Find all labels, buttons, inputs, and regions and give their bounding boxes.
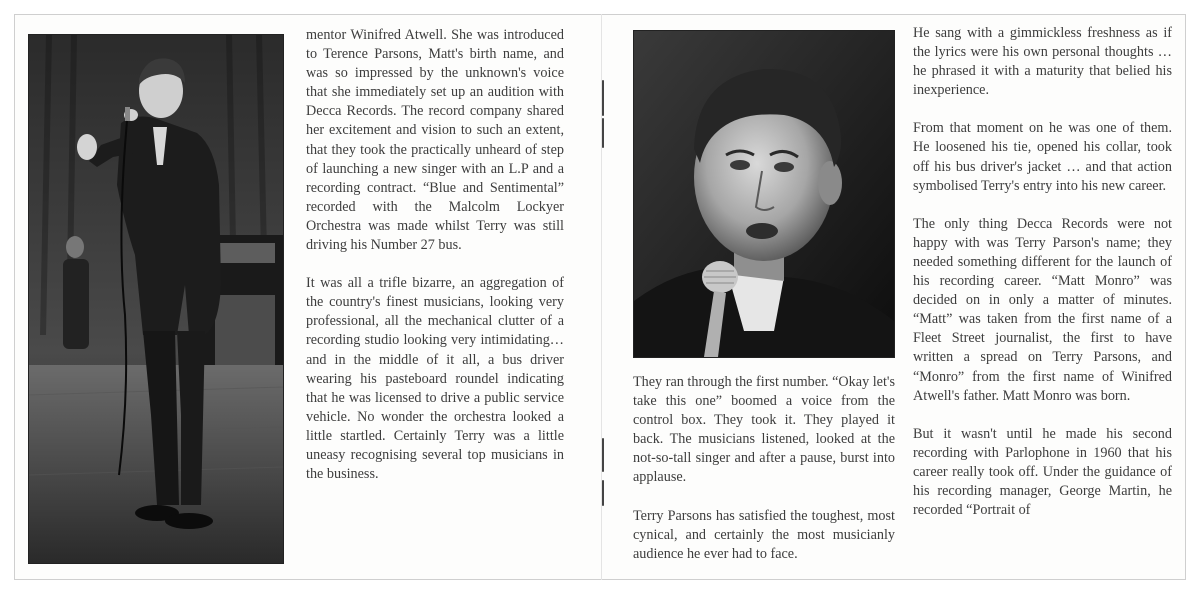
right-paragraph-3: The only thing Decca Records were not happy with was Terry Parson's name; they needed something different for the launch of his recording career. “Matt Monro” was decided on in only a matter of minutes. “Matt” was taken from the first name of a Fleet Street journalist, the first to have written a spread on Terry Parsons, and “Monro” from the first name of Winifred Atwell's father. Matt Monro was born. [913, 215, 1172, 404]
right-paragraph-4: But it wasn't until he made his second recording with Parlophone in 1960 that his career really took off. Under the guidance of his recording manager, George Martin, he recorded “Portrait of [913, 425, 1172, 519]
staple-top-lower [602, 118, 604, 148]
left-paragraph-1: mentor Winifred Atwell. She was introduced to Terence Parsons, Matt's birth name, and was so impressed by the unknown's voice that she immediately set up an audition with Decca Records. The record company shared her excitement and vision to such an extent, that they took the practically unheard of step of launching a new singer with an L.P and a recording contract. “Blue and Sentimental” recorded with the Malcolm Lockyer Orchestra was made whilst Terry was still driving his Number 27 bus. [306, 27, 564, 254]
right-text-column [913, 24, 1172, 539]
left-text-column [306, 26, 564, 503]
left-paragraph-2: It was all a trifle bizarre, an aggregation of the country's finest musicians, looking very professional, all the mechanical clutter of a recording studio looking very intimidating… and in the middle of it all, a bus driver wearing his pasteboard roundel indicating that he was licensed to drive a public service vehicle. No wonder the orchestra looked a little startled. Certainly Terry was a little uneasy recognising several top musicians in the business. [306, 275, 564, 483]
staple-bottom-lower [602, 480, 604, 506]
right-paragraph-2: From that moment on he was one of them. He loosened his tie, opened his collar, took off his bus driver's jacket … and that action symbolised Terry's entry into his new career. [913, 120, 1172, 194]
middle-text-column [633, 373, 895, 583]
stage-photo-graphic [29, 35, 283, 563]
middle-paragraph-2: Terry Parsons has satisfied the toughest, most cynical, and certainly the most musicianly audience he ever had to face. [633, 507, 895, 562]
portrait-photo-graphic [634, 31, 894, 357]
staple-top [602, 80, 604, 116]
staple-bottom [602, 438, 604, 472]
portrait-photo [633, 30, 895, 358]
stage-performance-photo [28, 34, 284, 564]
right-paragraph-1: He sang with a gimmickless freshness as if the lyrics were his own personal thoughts … he phrased it with a maturity that belied his inexperience. [913, 25, 1172, 99]
middle-paragraph-1: They ran through the first number. “Okay let's take this one” boomed a voice from the control box. They took it. They played it back. The musicians listened, looked at the not-so-tall singer and after a pause, burst into applause. [633, 374, 895, 486]
